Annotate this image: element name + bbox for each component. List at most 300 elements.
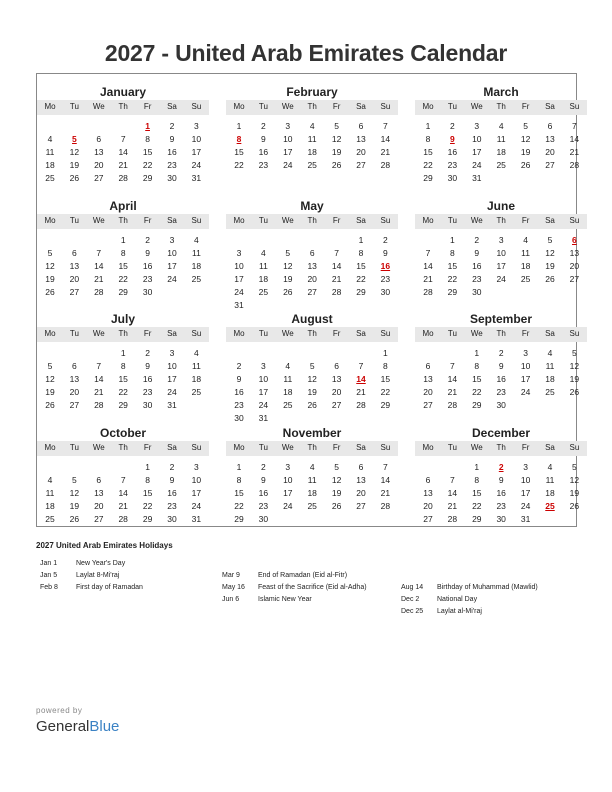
day-cell: 12 (45, 261, 55, 271)
day-cell: 10 (283, 134, 293, 144)
day-cell: 23 (380, 274, 391, 284)
day-cell: 4 (194, 348, 199, 358)
weekday-label: Mo (44, 216, 56, 225)
day-cell: 18 (545, 374, 555, 384)
holiday-date: Jan 1 (40, 560, 58, 567)
weekday-label: We (92, 329, 105, 338)
weekday-label: Tu (447, 443, 457, 452)
weekday-label: We (470, 329, 483, 338)
day-cell: 1 (425, 121, 431, 131)
day-cell: 30 (472, 287, 482, 297)
day-cell: 23 (234, 400, 244, 410)
day-cell: 19 (45, 274, 55, 284)
day-cell: 1 (383, 348, 388, 358)
day-cell: 16 (258, 488, 269, 498)
day-cell: 13 (331, 374, 342, 384)
day-cell: 25 (191, 274, 202, 284)
day-cell: 11 (545, 361, 555, 371)
holiday-day: 8 (236, 134, 242, 144)
weekday-label: Tu (69, 216, 79, 225)
day-cell: 7 (96, 361, 102, 371)
day-cell: 6 (358, 462, 364, 472)
holiday-name: End of Ramadan (Eid al-Fitr) (258, 572, 348, 579)
day-cell: 13 (69, 261, 80, 271)
day-cell: 6 (72, 248, 77, 258)
weekday-label: Su (569, 443, 580, 452)
day-cell: 7 (120, 475, 126, 485)
day-cell: 8 (450, 248, 455, 258)
day-cell: 23 (258, 501, 269, 511)
day-cell: 16 (167, 488, 177, 498)
day-cell: 5 (285, 248, 291, 258)
day-cell: 29 (423, 173, 433, 183)
day-cell: 12 (545, 248, 555, 258)
day-cell: 4 (498, 121, 504, 131)
day-cell: 28 (331, 287, 342, 297)
month-name: November (282, 426, 342, 440)
day-cell: 22 (356, 274, 366, 284)
day-cell: 29 (356, 287, 366, 297)
day-cell: 22 (472, 501, 482, 511)
brand-logo[interactable] (36, 718, 119, 735)
day-cell: 2 (261, 121, 266, 131)
month-name: January (99, 85, 147, 99)
day-cell: 23 (496, 387, 506, 397)
weekday-header (37, 441, 209, 456)
day-cell: 26 (569, 387, 580, 397)
day-cell: 5 (572, 348, 577, 358)
holiday-day: 1 (145, 121, 150, 131)
day-cell: 7 (450, 475, 455, 485)
day-cell: 10 (472, 134, 482, 144)
day-cell: 18 (520, 261, 531, 271)
day-cell: 18 (45, 160, 55, 170)
day-cell: 2 (498, 348, 504, 358)
day-cell: 5 (334, 121, 339, 131)
day-cell: 14 (331, 261, 342, 271)
holiday-name: Birthday of Muhammad (Mawlid) (437, 584, 538, 591)
day-cell: 9 (145, 361, 150, 371)
day-cell: 11 (307, 134, 317, 144)
day-cell: 22 (142, 160, 153, 170)
day-cell: 27 (331, 400, 342, 410)
holiday-name: Islamic New Year (258, 596, 312, 603)
day-cell: 7 (572, 121, 577, 131)
day-cell: 3 (285, 462, 291, 472)
weekday-label: Mo (422, 216, 434, 225)
weekday-label: Sa (545, 329, 555, 338)
holiday-day: 9 (450, 134, 455, 144)
day-cell: 12 (69, 147, 80, 157)
day-cell: 12 (520, 134, 531, 144)
day-cell: 9 (498, 475, 504, 485)
day-cell: 28 (94, 287, 104, 297)
weekday-label: Tu (258, 329, 268, 338)
day-cell: 12 (283, 261, 293, 271)
day-cell: 14 (447, 374, 458, 384)
weekday-header (226, 441, 398, 456)
day-cell: 17 (283, 488, 293, 498)
day-cell: 24 (520, 501, 531, 511)
day-cell: 7 (383, 462, 388, 472)
day-cell: 19 (569, 374, 580, 384)
day-cell: 11 (496, 134, 506, 144)
day-cell: 24 (167, 274, 177, 284)
weekday-label: Tu (447, 102, 457, 111)
day-cell: 26 (69, 514, 80, 524)
weekday-header (37, 327, 209, 342)
day-cell: 13 (569, 248, 580, 258)
day-cell: 13 (356, 475, 366, 485)
month-august (232, 303, 392, 423)
day-cell: 3 (498, 235, 504, 245)
day-cell: 1 (120, 348, 126, 358)
day-cell: 16 (447, 147, 458, 157)
day-cell: 11 (45, 488, 55, 498)
day-cell: 17 (496, 261, 506, 271)
day-cell: 21 (118, 501, 128, 511)
day-cell: 6 (425, 361, 431, 371)
day-cell: 18 (283, 387, 293, 397)
weekday-label: Mo (233, 329, 245, 338)
day-cell: 10 (258, 374, 269, 384)
day-cell: 24 (234, 287, 244, 297)
month-september (421, 303, 581, 415)
day-cell: 18 (45, 501, 55, 511)
day-cell: 21 (331, 274, 342, 284)
day-cell: 14 (118, 488, 128, 498)
weekday-label: Tu (258, 102, 268, 111)
weekday-label: Fr (332, 329, 341, 338)
day-cell: 5 (72, 475, 77, 485)
day-cell: 10 (234, 261, 244, 271)
day-cell: 2 (450, 121, 455, 131)
day-cell: 6 (309, 248, 315, 258)
day-cell: 8 (145, 134, 150, 144)
weekday-label: Fr (521, 329, 530, 338)
day-cell: 10 (191, 134, 202, 144)
day-cell: 10 (167, 248, 177, 258)
day-cell: 20 (356, 488, 366, 498)
day-cell: 26 (331, 160, 342, 170)
day-cell: 23 (167, 160, 177, 170)
day-cell: 26 (45, 287, 55, 297)
day-cell: 30 (496, 514, 506, 524)
day-cell: 30 (142, 400, 153, 410)
weekday-label: Sa (167, 102, 177, 111)
day-cell: 27 (69, 287, 80, 297)
holiday-date: Jan 5 (40, 572, 58, 579)
day-cell: 31 (167, 400, 177, 410)
day-cell: 18 (496, 147, 506, 157)
day-cell: 29 (234, 514, 244, 524)
day-cell: 26 (69, 173, 80, 183)
day-cell: 22 (118, 387, 128, 397)
day-cell: 19 (331, 488, 342, 498)
day-cell: 4 (194, 235, 199, 245)
day-cell: 22 (472, 387, 482, 397)
weekday-label: Su (191, 329, 202, 338)
day-cell: 2 (261, 462, 266, 472)
day-cell: 23 (167, 501, 177, 511)
weekday-label: Fr (521, 102, 530, 111)
day-cell: 19 (520, 147, 531, 157)
day-cell: 15 (142, 147, 153, 157)
day-cell: 11 (283, 374, 293, 384)
day-cell: 21 (447, 387, 458, 397)
day-cell: 30 (142, 287, 153, 297)
day-cell: 14 (94, 374, 104, 384)
day-cell: 25 (545, 387, 555, 397)
day-cell: 11 (258, 261, 268, 271)
day-cell: 15 (380, 374, 391, 384)
day-cell: 23 (142, 387, 153, 397)
month-name: September (469, 312, 533, 326)
month-april (43, 190, 203, 302)
weekday-label: Sa (545, 102, 555, 111)
day-cell: 17 (167, 374, 177, 384)
day-cell: 6 (72, 361, 77, 371)
day-cell: 1 (450, 235, 455, 245)
holidays-heading: 2027 United Arab Emirates Holidays (36, 541, 173, 550)
day-cell: 25 (45, 173, 55, 183)
day-cell: 15 (472, 374, 482, 384)
day-cell: 28 (118, 514, 128, 524)
day-cell: 30 (167, 514, 177, 524)
month-june (421, 190, 581, 302)
weekday-label: Tu (69, 102, 79, 111)
day-cell: 9 (236, 374, 242, 384)
day-cell: 3 (523, 348, 528, 358)
weekday-label: Sa (167, 329, 177, 338)
day-cell: 27 (94, 514, 104, 524)
day-cell: 15 (234, 147, 244, 157)
weekday-label: Fr (143, 216, 152, 225)
day-cell: 29 (142, 514, 153, 524)
day-cell: 14 (447, 488, 458, 498)
day-cell: 8 (358, 248, 364, 258)
weekday-label: We (92, 102, 105, 111)
holiday-day: 14 (356, 374, 366, 384)
day-cell: 12 (331, 475, 342, 485)
day-cell: 18 (307, 488, 317, 498)
day-cell: 14 (569, 134, 580, 144)
holiday-day: 5 (72, 134, 77, 144)
day-cell: 19 (45, 387, 55, 397)
day-cell: 9 (261, 475, 266, 485)
day-cell: 25 (45, 514, 55, 524)
day-cell: 28 (380, 501, 391, 511)
day-cell: 10 (520, 475, 531, 485)
day-cell: 5 (309, 361, 315, 371)
day-cell: 16 (142, 374, 153, 384)
day-cell: 2 (169, 121, 175, 131)
weekday-label: Fr (143, 443, 152, 452)
holiday-date: Aug 14 (401, 584, 424, 591)
calendar-grid (36, 73, 580, 527)
weekday-label: Mo (44, 443, 56, 452)
weekday-label: We (92, 443, 105, 452)
day-cell: 8 (383, 361, 388, 371)
day-cell: 16 (167, 147, 177, 157)
weekday-label: Su (380, 329, 391, 338)
day-cell: 28 (447, 400, 458, 410)
day-cell: 1 (236, 121, 242, 131)
day-cell: 19 (69, 501, 80, 511)
day-cell: 5 (572, 462, 577, 472)
day-cell: 9 (498, 361, 504, 371)
day-cell: 7 (358, 361, 364, 371)
page-title: 2027 - United Arab Emirates Calendar (104, 40, 508, 66)
month-may (232, 190, 392, 310)
day-cell: 24 (496, 274, 506, 284)
day-cell: 4 (547, 348, 553, 358)
day-cell: 14 (380, 475, 391, 485)
day-cell: 11 (191, 248, 201, 258)
day-cell: 25 (307, 501, 317, 511)
weekday-label: Su (191, 216, 202, 225)
powered-by-text: powered by (36, 706, 83, 715)
weekday-label: Fr (332, 102, 341, 111)
month-july (43, 303, 203, 415)
day-cell: 16 (234, 387, 244, 397)
weekday-label: Tu (447, 216, 457, 225)
day-cell: 12 (69, 488, 80, 498)
day-cell: 19 (283, 274, 293, 284)
day-cell: 13 (423, 374, 433, 384)
day-cell: 6 (358, 121, 364, 131)
weekday-label: We (470, 216, 483, 225)
day-cell: 29 (118, 287, 128, 297)
day-cell: 24 (283, 501, 293, 511)
day-cell: 31 (472, 173, 482, 183)
holiday-date: Jun 6 (222, 596, 240, 603)
day-cell: 26 (283, 287, 293, 297)
day-cell: 17 (234, 274, 244, 284)
weekday-label: Fr (521, 216, 530, 225)
weekday-label: Sa (545, 216, 555, 225)
day-cell: 5 (523, 121, 528, 131)
weekday-header (415, 441, 587, 456)
day-cell: 13 (545, 134, 555, 144)
day-cell: 8 (425, 134, 431, 144)
month-name: May (300, 199, 324, 213)
day-cell: 29 (472, 400, 482, 410)
holiday-day: 6 (572, 235, 577, 245)
weekday-label: Th (307, 443, 317, 452)
day-cell: 21 (447, 501, 458, 511)
day-cell: 1 (474, 348, 480, 358)
day-cell: 18 (258, 274, 269, 284)
day-cell: 17 (191, 488, 202, 498)
day-cell: 10 (191, 475, 202, 485)
weekday-label: Tu (258, 443, 268, 452)
day-cell: 30 (258, 514, 269, 524)
weekday-header (37, 100, 209, 115)
brand-general: General (36, 718, 90, 735)
day-cell: 9 (145, 248, 150, 258)
day-cell: 21 (423, 274, 433, 284)
day-cell: 13 (307, 261, 317, 271)
weekday-label: Su (380, 216, 391, 225)
day-cell: 18 (545, 488, 555, 498)
day-cell: 10 (520, 361, 531, 371)
day-cell: 19 (545, 261, 555, 271)
day-cell: 20 (69, 387, 80, 397)
day-cell: 7 (450, 361, 455, 371)
day-cell: 4 (309, 462, 315, 472)
day-cell: 21 (380, 147, 391, 157)
day-cell: 29 (472, 514, 482, 524)
day-cell: 24 (520, 387, 531, 397)
day-cell: 26 (569, 501, 580, 511)
day-cell: 28 (380, 160, 391, 170)
day-cell: 30 (496, 400, 506, 410)
day-cell: 8 (145, 475, 150, 485)
day-cell: 26 (307, 400, 317, 410)
day-cell: 24 (283, 160, 293, 170)
day-cell: 15 (356, 261, 366, 271)
weekday-label: Mo (422, 102, 434, 111)
day-cell: 29 (142, 173, 153, 183)
day-cell: 23 (472, 274, 482, 284)
holiday-name: New Year's Day (76, 560, 126, 567)
holiday-name: Laylat al-Mi'raj (437, 608, 482, 615)
day-cell: 18 (307, 147, 317, 157)
day-cell: 3 (285, 121, 291, 131)
day-cell: 3 (523, 462, 528, 472)
day-cell: 31 (258, 413, 269, 423)
weekday-label: Mo (233, 102, 245, 111)
day-cell: 4 (261, 248, 266, 258)
day-cell: 7 (96, 248, 102, 258)
holiday-name: National Day (437, 596, 478, 603)
day-cell: 25 (520, 274, 531, 284)
weekday-label: Th (118, 216, 128, 225)
day-cell: 12 (331, 134, 342, 144)
weekday-header (415, 214, 587, 229)
day-cell: 10 (283, 475, 293, 485)
day-cell: 9 (383, 248, 388, 258)
weekday-label: Sa (167, 216, 177, 225)
day-cell: 4 (523, 235, 528, 245)
day-cell: 29 (380, 400, 391, 410)
day-cell: 20 (356, 147, 366, 157)
day-cell: 4 (47, 475, 53, 485)
day-cell: 4 (309, 121, 315, 131)
weekday-label: Sa (356, 216, 366, 225)
day-cell: 25 (496, 160, 506, 170)
day-cell: 12 (307, 374, 317, 384)
day-cell: 16 (142, 261, 153, 271)
weekday-label: Sa (545, 443, 555, 452)
day-cell: 15 (447, 261, 458, 271)
day-cell: 28 (356, 400, 366, 410)
day-cell: 22 (447, 274, 458, 284)
day-cell: 21 (569, 147, 580, 157)
day-cell: 9 (261, 134, 266, 144)
day-cell: 24 (472, 160, 482, 170)
day-cell: 20 (307, 274, 317, 284)
day-cell: 17 (283, 147, 293, 157)
month-february (232, 76, 392, 188)
day-cell: 26 (331, 501, 342, 511)
day-cell: 24 (258, 400, 269, 410)
day-cell: 26 (545, 274, 555, 284)
day-cell: 11 (191, 361, 201, 371)
weekday-label: Th (307, 102, 317, 111)
day-cell: 27 (423, 400, 433, 410)
